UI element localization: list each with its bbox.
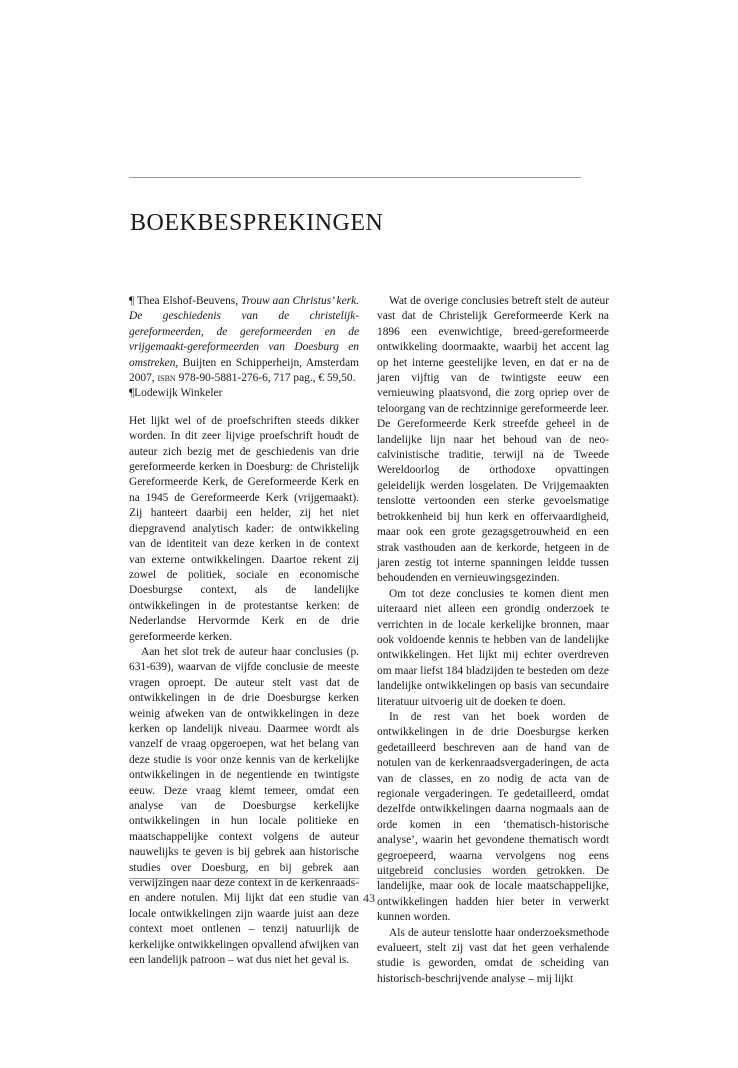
left-column	[129, 294, 359, 968]
right-paragraph-3: In de rest van het boek worden de ontwikkelingen in de drie Doesburgse kerken gedetailleerd beschreven aan de hand van de notulen van de kerkenraadsvergaderingen, de acta van de classes, en zo nodig de acta van de regionale vergaderingen. Te gedetailleerd, omdat dezelfde ontwikkelingen daarna nogmaals aan de orde komen in een ‘thematisch-historische analyse’, waarin het gevondene thematisch wordt gegroepeerd, waarna vervolgens nog eens uitgebreid conclusies worden getrokken. De landelijke, maar ook de locale maatschappelijke, ontwikkelingen hadden hier beter in verwerkt kunnen worden.	[377, 710, 609, 924]
book-citation	[129, 294, 359, 386]
left-paragraph-2: Aan het slot trek de auteur haar conclusies (p. 631-639), waarvan de vijfde conclusie de meeste vragen oproept. De auteur stelt vast dat de ontwikkelingen in de drie Doesburgse kerken weinig afweken van de ontwikkelingen in deze kerken op landelijk niveau. Daarmee wordt als vanzelf de vraag opgeroepen, wat het belang van deze studie is voor onze kennis van de kerkelijke ontwikkelingen in de negentiende en twintigste eeuw. Deze vraag klemt temeer, omdat een analyse van de Doesburgse kerkelijke ontwikkelingen in hun locale politieke en maatschappelijke context volgens de auteur nauwelijks te geven is bij gebrek aan historische studies over Doesburg, en bij gebrek aan verwijzingen naar deze context in de kerkenraads- en andere notulen. Mij lijkt dat een studie van locale ontwikkelingen zijn waarde juist aan deze context moet ontlenen – tenzij natuurlijk de kerkelijke ontwikkelingen opvallend afwijken van een landelijk patroon – wat dus niet het geval is.	[129, 645, 359, 967]
bottom-rule-right	[377, 878, 609, 879]
right-paragraph-2: Om tot deze conclusies te komen dient men uiteraard niet alleen een grondig onderzoek te verrichten in de locale kerkelijke bronnen, maar ook voldoende kennis te hebben van de landelijke ontwikkelingen. Het lijkt mij echter overdreven om maar liefst 184 bladzijden te besteden om deze landelijke ontwikkelingen op basis van secundaire literatuur uitvoerig uit de doeken te doen.	[377, 587, 609, 708]
book-title: Trouw aan Christus’ kerk. De geschiedenis van de christelijk-gereformeerden, de gereformeerden en de vrijgemaakt-gereformeerden van Doesburg en omstreken	[129, 295, 359, 369]
book-author: Thea Elshof-Beuvens,	[136, 295, 241, 307]
section-heading: BOEKBESPREKINGEN	[130, 210, 384, 236]
right-paragraph-4: Als de auteur tenslotte haar onderzoeksmethode evalueert, stelt zij vast dat het geen verhalende studie is geworden, omdat de scheiding van historisch-beschrijvende analyse – mij lijkt	[377, 926, 609, 985]
top-rule	[129, 177, 581, 178]
book-isbn-price: 978-90-5881-276-6, 717 pag., € 59,50.	[175, 372, 356, 385]
page-number: 43	[363, 891, 375, 905]
right-column	[377, 294, 609, 987]
right-paragraph-1: Wat de overige conclusies betreft stelt de auteur vast dat de Christelijk Gereformeerde Kerk na 1896 een evenwichtige, breed-gereformeerde ontwikkeling doormaakte, waarbij het accent lag op het interne geestelijke leven, en dat er na de jaren vijftig van de twintigste eeuw een vernieuwing plaatsvond, die zorg opriep over de teloorgang van de rechtzinnige gereformeerde leer. De Gereformeerde Kerk streefde geheel in de landelijke lijn naar het behoud van de neo-calvinistische traditie, terwijl na de Tweede Wereldoorlog de orthodoxe opvattingen geleidelijk werden losgelaten. De Vrijgemaakten tenslotte vertoonden een sterke gevoelsmatige betrokkenheid bij hun kerk en offervaardigheid, maar ook een grote gezagsgetrouwheid en een strak vasthouden aan de kerkorde, hetgeen in de jaren zestig tot interne spanningen leidde tussen behoudenden en vernieuwingsgezinden.	[377, 295, 609, 585]
left-paragraph-1: Het lijkt wel of de proefschriften steeds dikker worden. In dit zeer lijvige proefschrift houdt de auteur zich bezig met de geschiedenis van drie gereformeerde kerken in Doesburg: de Christelijk Gereformeerde Kerk, de Gereformeerde Kerk en na 1945 de Gereformeerde Kerk (vrijgemaakt). Zij hanteert daarbij een helder, zij het niet diepgravend analytisch kader: de ontwikkeling van de identiteit van deze kerken in de context van externe ontwikkelingen. Daartoe rekent zij zowel de politiek, sociale en economische Doesburgse context, als de landelijke ontwikkelingen in de protestantse kerken: de Nederlandse Hervormde Kerk en de drie gereformeerde kerken.	[129, 414, 359, 643]
reviewer-name: ¶Lodewijk Winkeler	[129, 387, 223, 400]
pilcrow: ¶	[129, 295, 137, 307]
bottom-rule-left	[129, 878, 359, 879]
isbn-label: isbn	[157, 372, 176, 385]
book-publisher: , Buijten en Schipperheijn, Amsterdam 2007,	[129, 356, 359, 385]
